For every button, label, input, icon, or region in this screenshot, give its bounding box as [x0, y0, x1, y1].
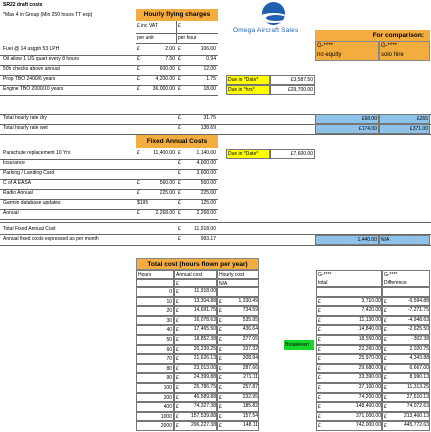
- g2-sub: solo hire: [381, 52, 404, 58]
- wet-g2: £371.00: [379, 124, 430, 134]
- g1-label: G-****: [317, 43, 334, 49]
- cost-row-hourly-cur: £: [217, 393, 259, 403]
- cost-row-diff: 445,772.63: [403, 422, 429, 429]
- hourly-row-hour: 0.94: [206, 56, 216, 62]
- cost-row-gtotal: 22,260.00: [358, 345, 381, 352]
- cost-row-gtotal: 371,000.00: [355, 412, 381, 419]
- fixed-row-hcur: £: [178, 180, 181, 186]
- hourly-row-hcur: £: [178, 66, 181, 72]
- cost-row-hours: 2000: [136, 421, 174, 431]
- cost-row-diff: 74,072.63: [406, 403, 429, 410]
- cost-row-diff: -302.38: [412, 336, 429, 342]
- fixed-total-cur: £: [178, 226, 181, 232]
- cost-row-hours: 40: [136, 325, 174, 335]
- cost-row-gtotal: 11,130.00: [359, 316, 381, 323]
- hourly-row-label: Oil allow 1 US quart every 8 hours: [3, 56, 79, 62]
- fixed-row-hcur: £: [178, 170, 181, 176]
- cost-row-annual-cur: £: [174, 335, 217, 345]
- cost-row-diff-cur: £: [382, 325, 430, 335]
- cost-row-annual: 11,918.00: [194, 288, 216, 294]
- cost-row-gtotal: 14,840.00: [358, 326, 381, 333]
- cost-row-annual-cur: £: [174, 297, 217, 307]
- cost-row-hourly-cur: £: [217, 306, 259, 316]
- gt-sub: total: [318, 280, 328, 286]
- fixed-row-unit: 11,400.00: [153, 150, 175, 156]
- cost-row-gtotal: 7,420.00: [361, 307, 381, 314]
- fixed-row-cur: £: [137, 150, 140, 156]
- cost-row-annual-cur: £: [174, 412, 217, 422]
- cost-row-hours: 20: [136, 306, 174, 316]
- cost-row-hourly-cur: £: [217, 335, 259, 345]
- cost-row-diff: 4,343.88: [409, 355, 429, 362]
- wet-label: Total hourly rate wet: [3, 125, 48, 131]
- hourly-row-hour: 12.00: [203, 66, 216, 72]
- sub-hours: [136, 279, 174, 287]
- hourly-flying-header: Hourly flying charges: [136, 9, 218, 21]
- cost-row-diff: 27,610.13: [406, 393, 429, 400]
- cost-row-gtotal-cur: £: [316, 306, 382, 316]
- cost-row-annual-cur: £: [174, 325, 217, 335]
- cost-row-annual-cur: £: [174, 421, 217, 431]
- cost-row-gtotal: [316, 287, 382, 297]
- hourly-row-cur: £: [137, 66, 140, 72]
- cost-row-hourly: 734.59: [242, 307, 258, 314]
- cost-row-diff-cur: £: [382, 345, 430, 355]
- fixed-row-label: Radio Annual: [3, 190, 33, 196]
- fixed-row-hcur: £: [178, 160, 181, 166]
- fixed-row-label: Annual: [3, 210, 19, 216]
- hourly-row-cur: £: [137, 76, 140, 82]
- permonth-label: Annual fixed costs expressed as per month: [3, 236, 99, 242]
- cost-row-diff-cur: £: [382, 335, 430, 345]
- cost-row-hourly-cur: £: [217, 345, 259, 355]
- gt-label: G-****: [318, 272, 332, 278]
- cost-row-annual-cur: £: [174, 364, 217, 374]
- hourly-row-unit: 2.00: [165, 46, 175, 52]
- hourly-row-label: Prop TBO 2400/6 years: [3, 76, 56, 82]
- permonth-val: 993.17: [200, 236, 216, 242]
- cost-row-hourly: 436.64: [242, 326, 258, 333]
- cost-row-annual: 20,239.25: [193, 345, 216, 352]
- cost-row-hourly: 257.87: [242, 384, 258, 390]
- fixed-row-label: C of A EASA: [3, 180, 32, 186]
- cost-row-annual-cur: £: [174, 316, 217, 326]
- fixed-row-label: Parachute replacement 10 Yrs: [3, 150, 71, 156]
- hourly-row-label: Engine TBO 2000/10 years: [3, 86, 64, 92]
- dry-val: 31.75: [203, 115, 216, 121]
- gt-header: [316, 270, 382, 287]
- cost-row-diff-cur: £: [382, 393, 430, 403]
- cost-row-annual-cur: £: [174, 402, 217, 412]
- cost-row-annual: 17,465.50: [193, 326, 216, 333]
- cost-row-gtotal: 33,390.00: [358, 374, 381, 381]
- hourly-row-extra: £29,700.00: [270, 85, 315, 95]
- fixed-row-unit: 560.00: [159, 180, 175, 186]
- cost-row-gtotal-cur: £: [316, 364, 382, 374]
- cost-row-hourly-cur: £: [217, 412, 259, 422]
- hourly-row-unit: 7.50: [165, 56, 175, 62]
- cost-row-gtotal-cur: £: [316, 373, 382, 383]
- col-inc-vat: £ inc VAT: [137, 23, 158, 29]
- cost-row-gtotal: 29,680.00: [358, 364, 381, 371]
- cost-row-annual-cur: £: [174, 306, 217, 316]
- hourly-row-note: Due in *Date*: [226, 75, 270, 85]
- cost-row-hours: 100: [136, 383, 174, 393]
- cost-row-gtotal-cur: £: [316, 297, 382, 307]
- cost-row-hours: 10: [136, 297, 174, 307]
- hourly-row-hour: 1.75: [206, 76, 216, 82]
- cost-row-hourly: 271.11: [243, 374, 258, 381]
- cost-row-diff: [382, 287, 430, 297]
- wet-cur: £: [178, 125, 181, 131]
- comparison-header: For comparison:: [315, 30, 430, 41]
- cost-row-hourly-cur: £: [217, 325, 259, 335]
- col-hours: Hours: [136, 270, 174, 279]
- cost-row-hourly-cur: £: [217, 316, 259, 326]
- hourly-row-cur: £: [137, 56, 140, 62]
- cost-row-annual-cur: £: [174, 383, 217, 393]
- cost-row-annual-cur: £: [174, 354, 217, 364]
- fixed-row-hour: 2,268.00: [196, 210, 216, 216]
- cost-row-diff: -7,271.75: [407, 307, 429, 314]
- fixed-row-unit: 2,268.00: [155, 210, 175, 216]
- fixed-row-cur: £: [137, 210, 140, 216]
- cost-row-diff: 2,020.75: [409, 345, 429, 352]
- cost-row-hourly-cur: £: [217, 364, 259, 374]
- cost-row-diff-cur: £: [382, 412, 430, 422]
- cost-row-gtotal: 148,400.00: [355, 403, 381, 410]
- col-per-unit: per unit: [137, 35, 154, 41]
- gd-header: [382, 270, 430, 287]
- fixed-row-cur: $195: [137, 200, 149, 206]
- fixed-total-label: Total Fixed Annual Cost: [3, 226, 56, 232]
- hourly-row-hcur: £: [178, 86, 181, 92]
- cost-row-gtotal-cur: £: [316, 393, 382, 403]
- cost-row-hourly-cur: £: [217, 383, 259, 393]
- g1-sub: no equity: [317, 52, 342, 58]
- cost-row-diff: 8,990.13: [409, 374, 429, 381]
- cost-row-diff-cur: £: [382, 316, 430, 326]
- cost-row-hourly: 148.11: [243, 422, 258, 429]
- cost-row-annual: 18,852.38: [193, 336, 216, 342]
- cost-row-diff: -9,594.88: [407, 297, 429, 304]
- cost-row-diff: 6,667.00: [409, 364, 429, 371]
- cost-row-gtotal: 3,710.00: [361, 297, 381, 304]
- g2-label: G-****: [381, 43, 398, 49]
- cost-row-gtotal-cur: £: [316, 335, 382, 345]
- dry-g2: £265: [379, 114, 430, 124]
- hourly-row-label: Fuel @ 14 usgph 53 LPH: [3, 46, 60, 52]
- fixed-row-hour: 560.00: [200, 180, 216, 186]
- cost-row-annual: 25,786.75: [193, 384, 216, 390]
- cost-row-hourly: 232.95: [242, 393, 258, 400]
- gd-sub: Difference: [384, 280, 407, 286]
- cost-row-diff-cur: £: [382, 297, 430, 307]
- hourly-row-unit: 600.00: [159, 66, 175, 72]
- cost-row-gtotal-cur: £: [316, 316, 382, 326]
- cost-row-annual-cur: £: [174, 373, 217, 383]
- cost-row-gtotal: 37,100.00: [358, 384, 381, 390]
- fixed-row-extra: £7,600.00: [270, 149, 315, 159]
- cost-row-diff: 213,460.13: [403, 412, 429, 419]
- hourly-row-hcur: £: [178, 56, 181, 62]
- hourly-row-extra: £3,587.50: [270, 75, 315, 85]
- hourly-row-hcur: £: [178, 46, 181, 52]
- fixed-row-hcur: £: [178, 150, 181, 156]
- dry-cur: £: [178, 115, 181, 121]
- fixed-row-hour: 4,000.00: [196, 160, 216, 166]
- cost-row-hourly: 308.94: [242, 355, 258, 362]
- cost-row-gtotal-cur: £: [316, 402, 382, 412]
- permonth-cur: £: [178, 236, 181, 242]
- cost-row-gtotal-cur: £: [316, 354, 382, 364]
- wet-val: 138.69: [200, 125, 216, 131]
- cost-row-gtotal: 74,200.00: [358, 393, 381, 400]
- cost-row-hourly-cur: £: [217, 297, 259, 307]
- hourly-row-hcur: £: [178, 76, 181, 82]
- cost-row-hours: 30: [136, 316, 174, 326]
- sub-hourly: N/A: [217, 279, 259, 287]
- cost-row-hourly: 185.82: [242, 403, 258, 410]
- cost-row-annual: 21,626.13: [193, 355, 216, 362]
- cost-row-hours: 0: [136, 287, 174, 297]
- cost-row-diff-cur: £: [382, 306, 430, 316]
- hourly-row-unit: 36,000.00: [152, 86, 175, 92]
- group-note: *Max 4 in Group (Min 250 hours TT exp): [3, 12, 93, 18]
- cost-row-hours: 400: [136, 402, 174, 412]
- cost-row-gtotal-cur: £: [316, 325, 382, 335]
- cost-row-annual: 14,691.75: [193, 307, 216, 314]
- cost-row-annual-cur: £: [174, 287, 217, 297]
- cost-row-annual: 296,227.38: [190, 422, 216, 429]
- hourly-row-note: Due in *hrs*: [226, 85, 270, 95]
- total-cost-header: Total cost (hours flown per year): [136, 258, 259, 270]
- fixed-row-hcur: £: [178, 190, 181, 196]
- cost-row-annual: 157,539.88: [190, 412, 216, 419]
- g2-header: [379, 41, 430, 61]
- wet-g1: £174.00: [315, 124, 379, 134]
- permonth-g1: 1,440.00: [315, 235, 379, 245]
- fixed-row-hour: 1,140.00: [196, 150, 216, 156]
- permonth-g2: N/A: [379, 235, 430, 245]
- cost-row-hourly: 337.32: [242, 345, 258, 352]
- logo-text: Omega Aircraft Sales: [233, 27, 299, 34]
- cost-row-gtotal-cur: £: [316, 383, 382, 393]
- hourly-row-cur: £: [137, 86, 140, 92]
- cost-row-hourly-cur: £: [217, 421, 259, 431]
- gd-label: G-****: [384, 272, 398, 278]
- cost-row-diff-cur: £: [382, 373, 430, 383]
- cost-row-hourly: [217, 287, 259, 297]
- cost-row-hourly-cur: £: [217, 402, 259, 412]
- fixed-header: Fixed Annual Costs: [136, 135, 218, 148]
- sub-annual: £: [174, 279, 217, 287]
- cost-row-annual-cur: £: [174, 393, 217, 403]
- cost-row-hourly-cur: £: [217, 373, 259, 383]
- fixed-row-label: Garmin database updates: [3, 200, 61, 206]
- cost-row-gtotal-cur: £: [316, 421, 382, 431]
- cost-row-diff-cur: £: [382, 402, 430, 412]
- fixed-row-note: Due in *Date*: [226, 149, 270, 159]
- cost-row-gtotal-cur: £: [316, 412, 382, 422]
- hourly-row-label: 50h checks above annual: [3, 66, 60, 72]
- dry-label: Total hourly rate dry: [3, 115, 47, 121]
- cost-row-diff-cur: £: [382, 421, 430, 431]
- cost-row-annual: 46,589.88: [193, 393, 216, 400]
- cost-row-diff-cur: £: [382, 383, 430, 393]
- sheet-title: SR22 draft costs: [3, 2, 43, 8]
- cost-row-hours: 1000: [136, 412, 174, 422]
- fixed-row-hour: 225.00: [200, 190, 216, 196]
- cost-row-gtotal-cur: £: [316, 345, 382, 355]
- fixed-row-hour: 3,600.00: [196, 170, 216, 176]
- cost-row-hours: 50: [136, 335, 174, 345]
- cost-row-hours: 60: [136, 345, 174, 355]
- fixed-row-label: Insurance: [3, 160, 25, 166]
- cost-row-diff: 11,313.25: [407, 384, 429, 390]
- omega-logo-icon: [262, 2, 285, 25]
- cost-row-annual: 16,078.63: [193, 316, 216, 323]
- cost-row-diff: -4,948.63: [407, 316, 429, 323]
- cost-row-hourly: 287.66: [242, 364, 258, 371]
- cost-row-annual: 23,013.00: [193, 364, 216, 371]
- fixed-row-cur: £: [137, 180, 140, 186]
- cost-row-hours: 80: [136, 364, 174, 374]
- cost-row-hours: 200: [136, 393, 174, 403]
- col-annual: Annual cost: [174, 270, 217, 279]
- col-hourly: Hourly cost: [217, 270, 259, 279]
- cost-row-annual: 74,327.38: [193, 403, 216, 410]
- cost-row-hourly: 535.95: [242, 316, 258, 323]
- cost-row-diff-cur: £: [382, 364, 430, 374]
- cost-row-hourly-cur: £: [217, 354, 259, 364]
- hourly-row-hour: 106.00: [200, 46, 216, 52]
- cost-row-diff: -2,625.50: [407, 326, 429, 333]
- hourly-row-unit: 4,200.00: [155, 76, 175, 82]
- cost-row-annual-cur: £: [174, 345, 217, 355]
- cost-row-hourly: 377.05: [242, 336, 258, 342]
- fixed-total-val: 11,918.00: [194, 226, 216, 232]
- fixed-row-hour: 125.00: [200, 200, 216, 206]
- fixed-row-unit: 225.00: [159, 190, 175, 196]
- dry-g1: £68.00: [315, 114, 379, 124]
- cost-row-hours: 70: [136, 354, 174, 364]
- fixed-row-label: Parking / Landing Card: [3, 170, 55, 176]
- cost-row-annual: 24,399.88: [193, 374, 216, 381]
- fixed-row-hcur: £: [178, 210, 181, 216]
- cost-row-diff-cur: £: [382, 354, 430, 364]
- cost-row-hourly: 1,330.49: [238, 297, 258, 304]
- breakeven-badge: Breakeven: [284, 340, 314, 350]
- cost-row-hours: 90: [136, 373, 174, 383]
- col-pound: £: [178, 23, 181, 29]
- g1-header: [315, 41, 379, 61]
- cost-row-annual: 13,304.88: [193, 297, 216, 304]
- cost-row-hourly: 157.54: [242, 412, 258, 419]
- fixed-row-cur: £: [137, 190, 140, 196]
- hourly-row-hour: 18.00: [203, 86, 216, 92]
- col-per-hour: per hour: [178, 35, 197, 41]
- cost-row-gtotal: 25,970.00: [358, 355, 381, 362]
- fixed-row-hcur: £: [178, 200, 181, 206]
- cost-row-gtotal: 742,000.00: [355, 422, 381, 429]
- hourly-row-cur: £: [137, 46, 140, 52]
- cost-row-gtotal: 18,550.00: [358, 336, 381, 342]
